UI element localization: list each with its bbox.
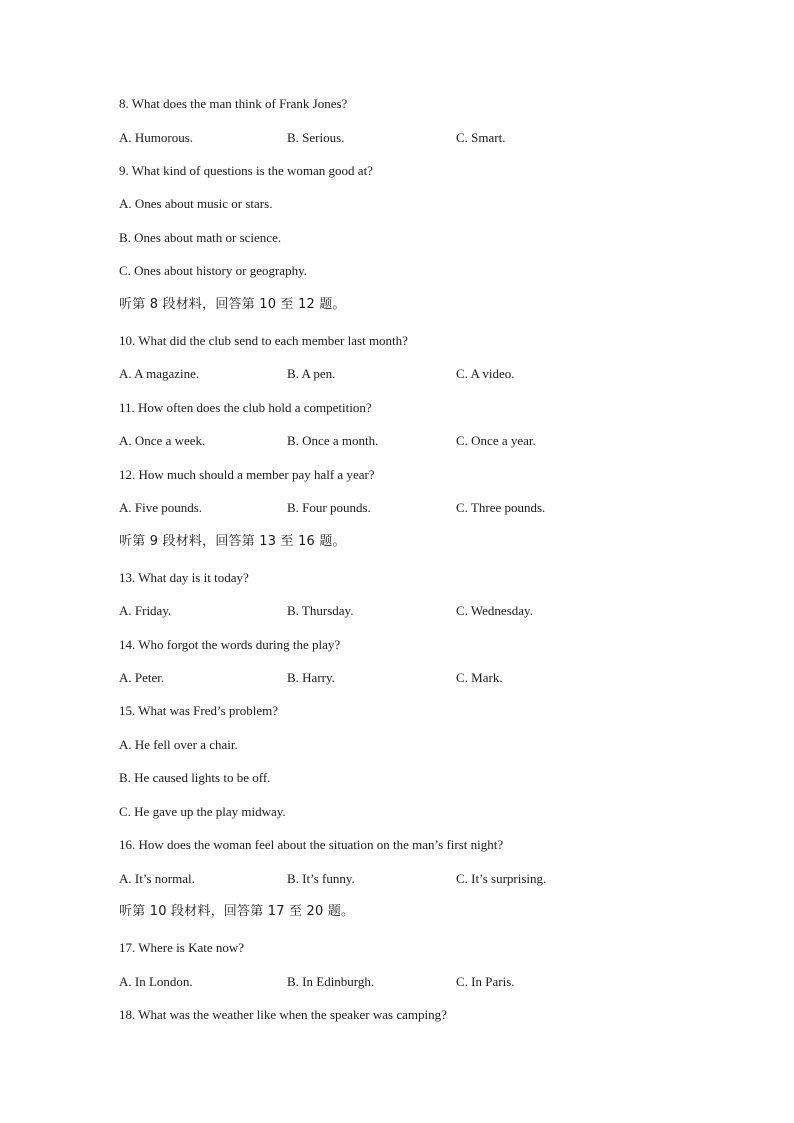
question-16-stem: 16. How does the woman feel about the situation on the man’s first night?: [119, 837, 504, 852]
section-heading-8: 听第 8 段材料，回答第 10 至 12 题。: [119, 297, 346, 312]
option-b: B. He caused lights to be off.: [119, 770, 271, 785]
option-b: B. Harry.: [287, 670, 335, 685]
question-9-stem: 9. What kind of questions is the woman good at?: [119, 163, 373, 178]
section-heading-9: 听第 9 段材料，回答第 13 至 16 题。: [119, 534, 346, 549]
option-c: C. He gave up the play midway.: [119, 804, 286, 819]
question-11-stem: 11. How often does the club hold a competition?: [119, 400, 372, 415]
option-a: A. A magazine.: [119, 366, 200, 381]
option-a: A. Friday.: [119, 603, 172, 618]
question-13-stem: 13. What day is it today?: [119, 570, 249, 585]
option-b: B. A pen.: [287, 366, 336, 381]
option-b: B. Four pounds.: [287, 500, 371, 515]
option-a: A. It’s normal.: [119, 871, 195, 886]
option-a: A. Peter.: [119, 670, 165, 685]
option-b: B. Serious.: [287, 130, 345, 145]
option-c: C. Smart.: [456, 130, 506, 145]
question-18-stem: 18. What was the weather like when the speaker was camping?: [119, 1007, 447, 1022]
option-b: B. Ones about math or science.: [119, 230, 282, 245]
option-b: B. It’s funny.: [287, 871, 355, 886]
option-c: C. Three pounds.: [456, 500, 546, 515]
option-a: A. Five pounds.: [119, 500, 203, 515]
option-c: C. Once a year.: [456, 433, 536, 448]
question-12-stem: 12. How much should a member pay half a year?: [119, 467, 375, 482]
question-17-stem: 17. Where is Kate now?: [119, 940, 245, 955]
option-b: B. In Edinburgh.: [287, 974, 375, 989]
option-a: A. In London.: [119, 974, 193, 989]
option-a: A. Ones about music or stars.: [119, 196, 273, 211]
option-b: B. Thursday.: [287, 603, 354, 618]
option-c: C. A video.: [456, 366, 515, 381]
question-14-stem: 14. Who forgot the words during the play?: [119, 637, 341, 652]
section-heading-10: 听第 10 段材料，回答第 17 至 20 题。: [119, 904, 355, 919]
option-a: A. Once a week.: [119, 433, 206, 448]
option-c: C. In Paris.: [456, 974, 515, 989]
option-c: C. It’s surprising.: [456, 871, 547, 886]
question-8-stem: 8. What does the man think of Frank Jones?: [119, 96, 348, 111]
option-a: A. He fell over a chair.: [119, 737, 238, 752]
option-b: B. Once a month.: [287, 433, 379, 448]
option-c: C. Ones about history or geography.: [119, 263, 307, 278]
question-10-stem: 10. What did the club send to each member last month?: [119, 333, 408, 348]
question-15-stem: 15. What was Fred’s problem?: [119, 703, 278, 718]
option-c: C. Wednesday.: [456, 603, 533, 618]
option-a: A. Humorous.: [119, 130, 194, 145]
option-c: C. Mark.: [456, 670, 503, 685]
